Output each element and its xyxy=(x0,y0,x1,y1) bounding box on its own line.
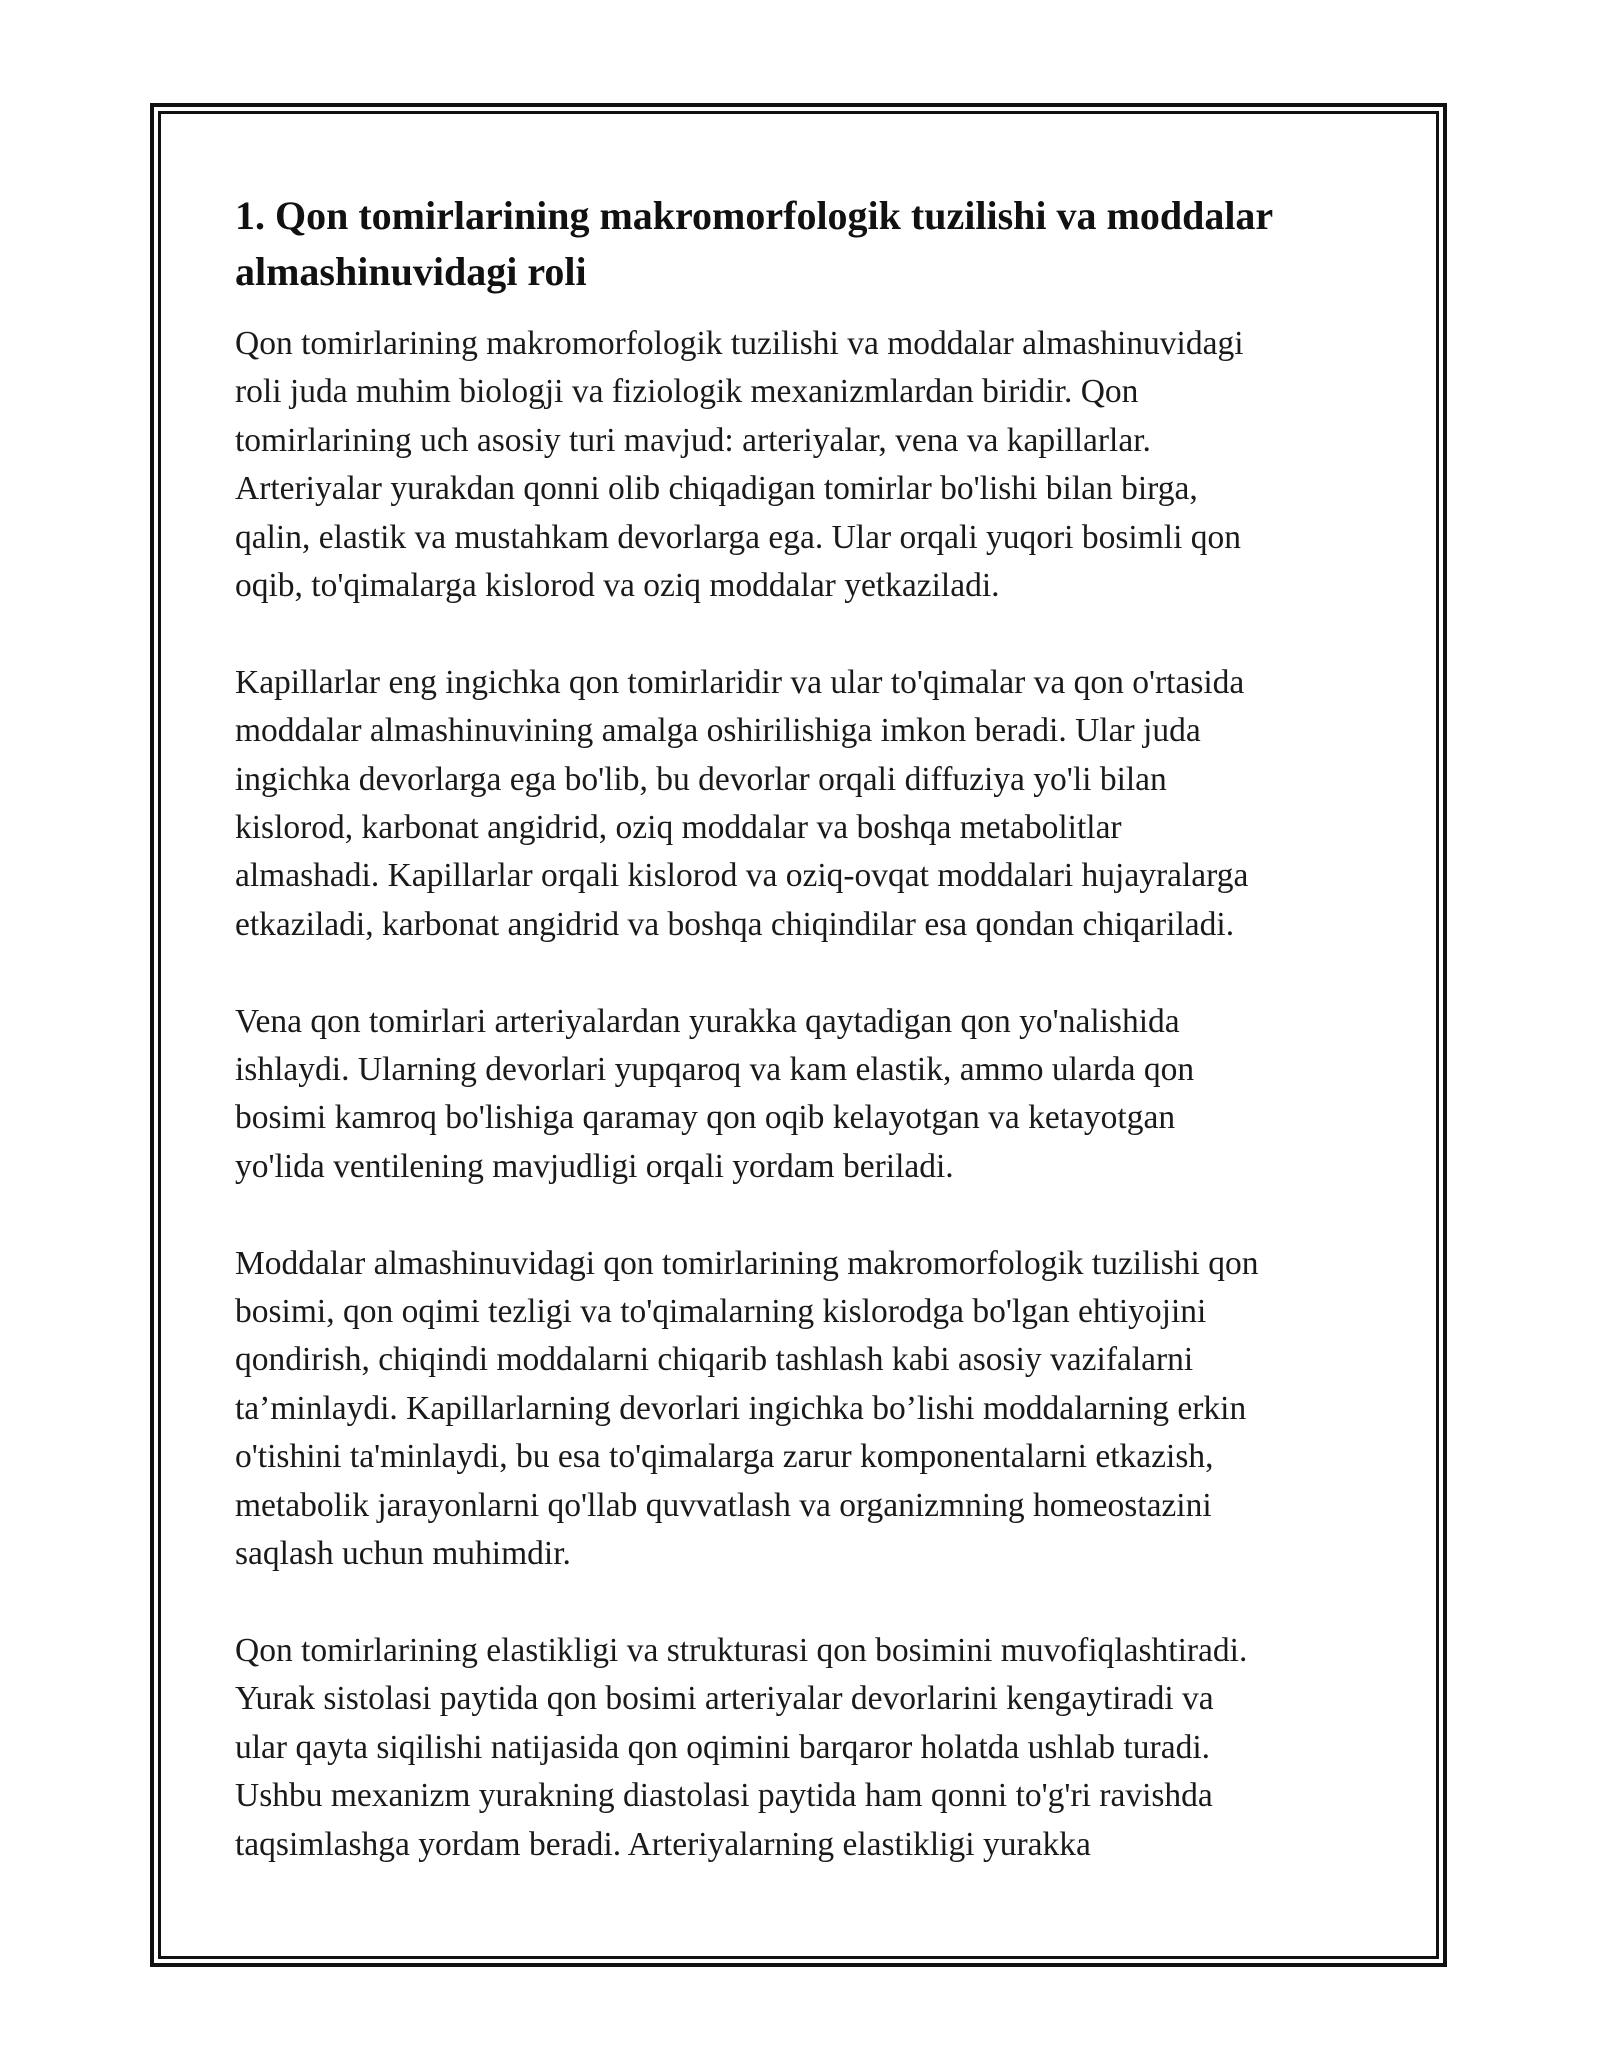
text-line: moddalar almashinuvining amalga oshirilishiga imkon beradi. Ular juda xyxy=(235,712,1201,750)
text-line: kislorod, karbonat angidrid, oziq moddalar va boshqa metabolitlar xyxy=(235,809,1122,847)
text-line: ta’minlaydi. Kapillarlarning devorlari ingichka bo’lishi moddalarning erkin xyxy=(235,1389,1247,1427)
text-line: Yurak sistolasi paytida qon bosimi arteriyalar devorlarini kengaytiradi va xyxy=(235,1680,1214,1718)
paragraph-arteries xyxy=(235,320,1365,610)
text-line: Arteriyalar yurakdan qonni olib chiqadigan tomirlar bo'lishi bilan birga, xyxy=(235,470,1198,508)
title-line: 1. Qon tomirlarining makromorfologik tuzilishi va moddalar xyxy=(235,193,1274,238)
text-line: tomirlarining uch asosiy turi mavjud: arteriyalar, vena va kapillarlar. xyxy=(235,421,1151,459)
text-line: qalin, elastik va mustahkam devorlarga ega. Ular orqali yuqori bosimli qon xyxy=(235,518,1241,556)
text-line: Moddalar almashinuvidagi qon tomirlarining makromorfologik tuzilishi qon xyxy=(235,1244,1259,1282)
text-line: ishlaydi. Ularning devorlari yupqaroq va kam elastik, ammo ularda qon xyxy=(235,1051,1195,1089)
title-line: almashinuvidagi roli xyxy=(235,249,587,294)
document-body xyxy=(235,188,1365,1917)
paragraph-metabolism xyxy=(235,1240,1365,1579)
text-line: ular qayta siqilishi natijasida qon oqimini barqaror holatda ushlab turadi. xyxy=(235,1728,1211,1766)
text-line: etkaziladi, karbonat angidrid va boshqa chiqindilar esa qondan chiqariladi. xyxy=(235,905,1235,943)
text-line: bosimi, qon oqimi tezligi va to'qimalarning kislorodga bo'lgan ehtiyojini xyxy=(235,1293,1207,1331)
text-line: oqib, to'qimalarga kislorod va oziq moddalar yetkaziladi. xyxy=(235,567,1000,605)
text-line: Qon tomirlarining elastikligi va strukturasi qon bosimini muvofiqlashtiradi. xyxy=(235,1631,1248,1669)
text-line: bosimi kamroq bo'lishiga qaramay qon oqib kelayotgan va ketayotgan xyxy=(235,1099,1176,1137)
text-line: o'tishini ta'minlaydi, bu esa to'qimalarga zarur komponentalarni etkazish, xyxy=(235,1438,1214,1476)
text-line: almashadi. Kapillarlar orqali kislorod va oziq-ovqat moddalari hujayralarga xyxy=(235,857,1249,895)
text-line: saqlash uchun muhimdir. xyxy=(235,1535,571,1573)
paragraph-elasticity xyxy=(235,1627,1365,1869)
text-line: Kapillarlar eng ingichka qon tomirlaridir va ular to'qimalar va qon o'rtasida xyxy=(235,663,1245,701)
text-line: qondirish, chiqindi moddalarni chiqarib tashlash kabi asosiy vazifalarni xyxy=(235,1341,1194,1379)
text-line: metabolik jarayonlarni qo'llab quvvatlash va organizmning homeostazini xyxy=(235,1486,1212,1524)
paragraph-veins xyxy=(235,998,1365,1192)
section-title xyxy=(235,188,1365,300)
paragraph-capillaries xyxy=(235,659,1365,949)
text-line: yo'lida ventilening mavjudligi orqali yordam beriladi. xyxy=(235,1147,954,1185)
text-line: taqsimlashga yordam beradi. Arteriyalarning elastikligi yurakka xyxy=(235,1825,1091,1863)
text-line: Qon tomirlarining makromorfologik tuzilishi va moddalar almashinuvidagi xyxy=(235,325,1244,362)
text-line: ingichka devorlarga ega bo'lib, bu devorlar orqali diffuziya yo'li bilan xyxy=(235,760,1167,798)
text-line: Ushbu mexanizm yurakning diastolasi paytida ham qonni to'g'ri ravishda xyxy=(235,1777,1213,1815)
text-line: roli juda muhim biologji va fiziologik mexanizmlardan biridir. Qon xyxy=(235,373,1139,411)
text-line: Vena qon tomirlari arteriyalardan yurakka qaytadigan qon yo'nalishida xyxy=(235,1002,1180,1040)
